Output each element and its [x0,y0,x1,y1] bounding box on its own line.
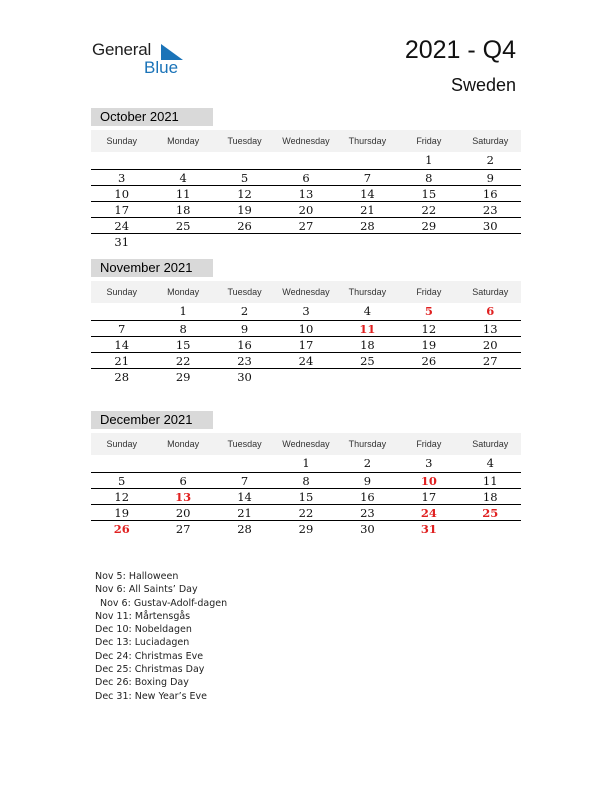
country-name: Sweden [450,75,516,95]
holiday-day-cell: 6 [486,304,495,318]
day-cell: 3 [302,304,310,318]
month-block-october [91,108,521,250]
week-row [91,369,521,385]
day-cell [460,521,521,537]
holiday-note: Dec 13: Luciadagen [95,637,190,649]
week-row [91,202,521,218]
day-cell: 16 [360,490,375,504]
week-row [91,521,521,537]
day-cell: 14 [360,187,375,201]
day-cell: 1 [425,153,433,167]
day-cell: 9 [240,322,249,336]
day-cell: 15 [175,338,191,352]
day-cell: 2 [363,456,372,470]
day-cell: 15 [298,490,314,504]
day-cell: 5 [240,171,249,185]
holiday-notes-list [95,570,227,703]
day-cell: 7 [363,171,372,185]
day-cell: 2 [486,153,494,167]
day-cell: 30 [482,219,498,233]
day-cell: 26 [421,354,437,368]
day-cell: 12 [237,187,252,201]
day-cell: 5 [118,474,126,488]
day-cell: 16 [237,338,252,352]
month-label: November 2021 [91,259,213,277]
week-row [91,234,521,250]
weekday-label: Wednesday [282,439,330,449]
weekday-label: Friday [416,439,442,449]
holiday-note: Nov 11: Mårtensgås [95,610,191,622]
weekday-label: Sunday [106,439,137,449]
day-cell [460,234,521,250]
day-cell [91,152,152,169]
holiday-day-cell: 25 [482,506,499,520]
day-cell: 1 [179,304,187,318]
month-block-december [91,411,521,537]
week-row [91,170,521,186]
day-cell: 27 [298,219,314,233]
week-row [91,218,521,234]
day-cell: 4 [486,456,494,470]
day-cell: 17 [421,490,437,504]
day-cell: 20 [298,203,314,217]
day-cell: 17 [298,338,314,352]
day-cell: 15 [421,187,437,201]
holiday-note: Nov 6: All Saints’ Day [95,584,198,596]
day-cell: 6 [179,474,187,488]
holiday-day-cell: 10 [420,474,437,488]
week-row [91,473,521,489]
day-cell [214,152,275,169]
holiday-note: Dec 25: Christmas Day [95,664,205,676]
day-cell [275,234,336,250]
weekday-label: Monday [167,439,200,449]
day-cell [152,234,213,250]
day-cell: 22 [421,203,437,217]
day-cell [337,152,398,169]
day-cell: 11 [175,187,191,201]
weekday-label: Sunday [106,136,137,146]
day-cell [91,303,152,320]
day-cell [275,152,336,169]
day-cell: 7 [118,322,126,336]
day-cell: 20 [482,338,498,352]
day-cell: 27 [482,354,498,368]
day-cell: 16 [482,187,498,201]
holiday-day-cell: 13 [175,490,192,504]
weekday-header-row [91,130,521,152]
day-cell: 18 [360,338,375,352]
day-cell: 4 [363,304,372,318]
week-row [91,186,521,202]
weekday-label: Saturday [472,287,509,297]
day-cell: 21 [114,354,130,368]
holiday-note: Dec 26: Boxing Day [95,677,189,689]
week-row [91,152,521,170]
day-cell [337,369,398,385]
weekday-label: Saturday [472,136,509,146]
day-cell: 31 [114,235,130,249]
weekday-label: Friday [416,136,442,146]
week-row [91,353,521,369]
day-cell [214,455,275,472]
day-cell: 23 [482,203,498,217]
day-cell: 19 [421,338,437,352]
day-cell [152,152,213,169]
day-cell: 12 [114,490,130,504]
week-row [91,455,521,473]
logo-text-blue: Blue [144,58,179,77]
day-cell: 13 [482,322,498,336]
day-cell: 8 [425,171,433,185]
day-cell: 25 [360,354,375,368]
day-cell: 22 [298,506,314,520]
day-cell: 30 [360,522,375,536]
day-cell: 21 [237,506,252,520]
day-cell: 3 [118,171,126,185]
day-cell: 24 [114,219,130,233]
holiday-day-cell: 26 [113,522,130,536]
page-title: 2021 - Q4 [404,36,516,64]
day-cell [460,369,521,385]
day-cell: 9 [363,474,372,488]
day-cell: 10 [114,187,130,201]
holiday-day-cell: 24 [420,506,437,520]
day-cell: 22 [175,354,191,368]
day-cell: 23 [360,506,375,520]
day-cell: 14 [237,490,252,504]
day-cell: 11 [482,474,498,488]
holiday-note: Nov 6: Gustav-Adolf-dagen [100,597,228,609]
weekday-header-row [91,281,521,303]
day-cell: 13 [298,187,314,201]
weekday-label: Tuesday [227,136,262,146]
day-cell: 23 [237,354,252,368]
holiday-note: Nov 5: Halloween [95,571,179,582]
weekday-label: Thursday [348,287,387,297]
day-cell: 21 [360,203,375,217]
day-cell: 12 [421,322,437,336]
day-cell: 19 [237,203,252,217]
day-cell: 2 [240,304,249,318]
generalblue-logo [92,40,202,80]
day-cell [275,369,336,385]
day-cell: 25 [175,219,191,233]
day-cell: 9 [486,171,494,185]
weekday-label: Wednesday [282,136,330,146]
day-cell: 28 [360,219,375,233]
week-row [91,337,521,353]
day-cell: 29 [421,219,437,233]
day-cell: 20 [175,506,191,520]
week-row [91,303,521,321]
day-cell [398,369,459,385]
day-cell: 19 [114,506,130,520]
month-label: October 2021 [91,108,213,126]
weekday-label: Monday [167,287,200,297]
weekday-label: Saturday [472,439,509,449]
week-row [91,321,521,337]
day-cell: 17 [114,203,130,217]
day-cell: 7 [240,474,249,488]
day-cell: 8 [302,474,310,488]
week-row [91,505,521,521]
day-cell [214,234,275,250]
day-cell: 18 [175,203,191,217]
weekday-label: Wednesday [282,287,330,297]
day-cell: 29 [298,522,314,536]
weekday-label: Monday [167,136,200,146]
weekday-label: Friday [416,287,442,297]
holiday-day-cell: 31 [420,522,437,536]
weekday-label: Tuesday [227,287,262,297]
month-label: December 2021 [91,411,213,429]
weekday-label: Thursday [348,439,387,449]
holiday-note: Dec 10: Nobeldagen [95,624,192,636]
day-cell: 14 [114,338,130,352]
day-cell: 8 [179,322,187,336]
weekday-header-row [91,433,521,455]
holiday-day-cell: 11 [359,322,376,336]
day-cell [91,455,152,472]
month-block-november [91,259,521,385]
day-cell: 6 [302,171,310,185]
day-cell: 28 [237,522,252,536]
day-cell: 27 [175,522,191,536]
day-cell [398,234,459,250]
week-row [91,489,521,505]
day-cell [337,234,398,250]
holiday-note: Dec 31: New Year’s Eve [95,690,208,702]
day-cell [152,455,213,472]
day-cell: 10 [298,322,314,336]
holiday-note: Dec 24: Christmas Eve [95,650,204,662]
weekday-label: Sunday [106,287,137,297]
weekday-label: Thursday [348,136,387,146]
logo-text-general: General [92,40,152,59]
day-cell: 3 [425,456,433,470]
day-cell: 28 [114,370,130,384]
weekday-label: Tuesday [227,439,262,449]
holiday-day-cell: 5 [424,304,433,318]
day-cell: 18 [482,490,498,504]
day-cell: 30 [237,370,252,384]
day-cell: 4 [179,171,187,185]
day-cell: 1 [302,456,310,470]
day-cell: 26 [237,219,252,233]
day-cell: 29 [175,370,191,384]
day-cell: 24 [298,354,314,368]
